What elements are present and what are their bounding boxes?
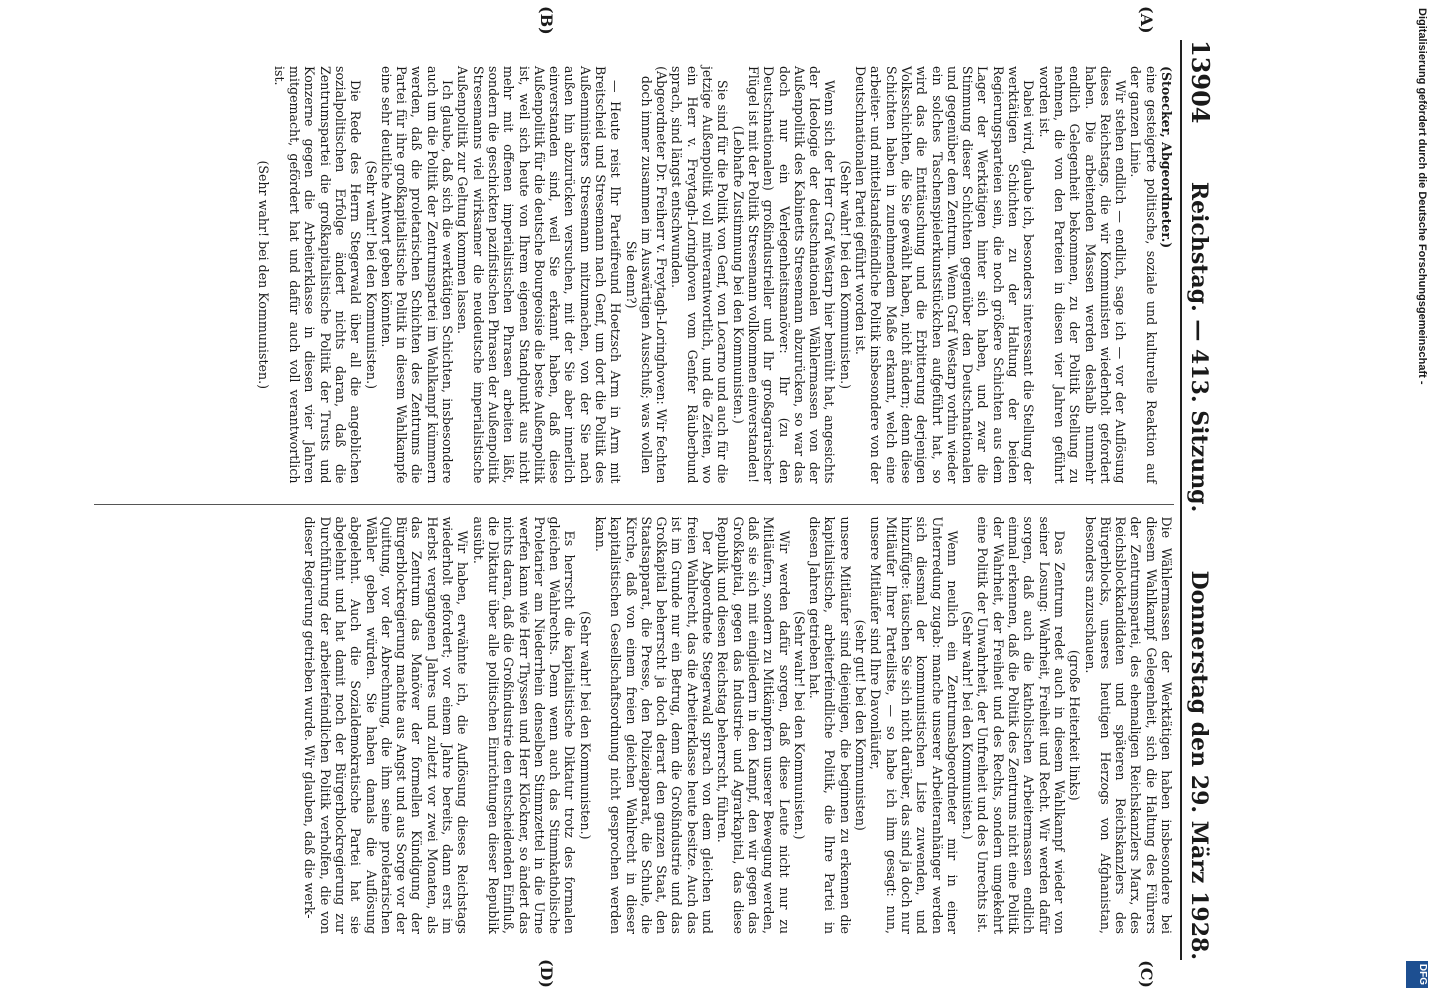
interjection: (Abgeordneter Dr. Freiherr v. Freytagh-Loringhoven: Wir fechten doch immer zusammen im Auswärtigen Ausschuß; was wollen Sie denn?) — [623, 66, 670, 484]
paragraph: unsere Mitläufer sind diejenigen, die beginnen zu erkennen die kapitalistische, arbeiterfeindliche Politik, die Ihre Partei in diesen Jahren getrieben hat. — [807, 516, 853, 934]
speaker-label: (Stoecker, Abgeordneter.) — [1159, 66, 1174, 249]
paragraph: Wenn neulich ein Zentrumsabgeordneter mir in einer Unterredung zugab: manche unserer Arbeiteranhänger werden sich diesmal der kommunistischen Liste zuwenden, und hinzufügte: täuschen Sie sich nicht darüber, das sind ja doch nur Mitläufer Ihrer Parteiliste, — so habe ich ihm gesagt: nun, unsere Mitläufer sind Ihre Davonläufer, — [868, 516, 960, 934]
paragraph: Die Rede des Herrn Stegerwald über all die angeblichen sozialpolitischen Erfolge ändert nichts daran, daß die Zentrumspartei die großkapitalistische Politik der Trusts und Konzerne gegen die Arbeiterklasse in diesen vier Jahren mitgemacht, gefördert hat und dafür auch voll verantwortlich ist. — [271, 66, 364, 484]
paragraph: Es herrscht die kapitalistische Diktatur trotz des formalen gleichen Wahlrechts. Denn wenn auch das Stimmkatholische Proletarier am Niederrhein denselben Stimmzettel in die Urne werfen kann wie Herr Thyssen und Herr Klöckner, so ändert das nichts daran, daß die Großindustrie den entscheidenden Einfluß, die Diktatur über alle politischen Einrichtungen dieser Republik ausübt. — [470, 516, 578, 934]
margin-marker-d: (D) — [537, 958, 556, 988]
interjection: (Sehr wahr! bei den Kommunisten.) — [577, 610, 593, 840]
paragraph: Wir stehen endlich — endlich, sage ich — vor der Auflösung dieses Reichstags, die wir Kommunisten wiederholt gefordert haben. Die arbeitenden Massen werden deshalb nunmehr endlich Gelegenheit bekommen, zu der Politik Stellung zu nehmen, die von den Parteien in diesen vier Jahren geführt worden ist. — [1036, 66, 1129, 484]
text-columns — [94, 6, 1174, 988]
interjection: (große Heiterkeit links) — [1067, 649, 1083, 801]
page-number: 13904 — [1186, 40, 1215, 124]
paragraph: eine gesteigerte politische, soziale und kulturelle Reaktion auf der ganzen Linie. — [1128, 66, 1159, 484]
digitization-credit — [1410, 8, 1432, 988]
column-right — [94, 504, 1174, 988]
interjection: (Sehr wahr! bei den Kommunisten.) — [363, 160, 379, 390]
paragraph: Der Abgeordnete Stegerwald sprach von dem gleichen und freien Wahlrecht, das die Arbeiterklasse heute besitze. Auch das ist im Grunde nur ein Betrug, denn die Großindustrie und das Großkapital beherrscht ja doch derart den ganzen Staat, den Staatsapparat, die Presse, den Polizeiapparat, die Schule, die Kirche, daß von einem freien gleichen Wahlrecht in dieser kapitalistischen Gesellschaftsordnung nicht gesprochen werden kann. — [593, 516, 716, 934]
paragraph: — Heute reist Ihr Parteifreund Hoetzsch Arm in Arm mit Breitscheid und Stresemann nach Genf, um dort die Politik des Außenministers Stresemann mitzumachen, von der Sie nach außen hin abzurücken versuchen, mit der Sie aber innerlich einverstanden sind, weil Sie erkannt haben, daß diese Außenpolitik für die deutsche Bourgeoisie die beste Außenpolitik ist, weil sich heute von Ihrem eigenen Standpunkt aus nicht mehr mit offenen imperialistischen Phrasen arbeiten läßt, sondern die geschickten pazifistischen Phrasen der Außenpolitik Stresemanns viel wirksamer die neudeutsche imperialistische Außenpolitik zur Geltung kommen lassen. — [455, 66, 624, 484]
interjection: (Lebhafte Zustimmung bei den Kommunisten.) — [730, 125, 746, 424]
interjection: (Sehr wahr! bei den Kommunisten.) — [256, 160, 272, 390]
page-header — [1180, 40, 1215, 960]
paragraph: Dabei wird, glaube ich, besonders interessant die Stellung der werktätigen Schichten zu der Haltung der beiden Regierungsparteien sein, die noch größere Schichten aus dem Lager der Werktätigen hinter sich haben, und zwar die Stimmung dieser Schichten gegenüber den Deutschnationalen und gegenüber dem Zentrum. Wenn Graf Westarp vorhin wieder ein solches Taschenspielerkunststückchen aufgeführt hat, so wird das die Enttäuschung und die Erbitterung derjenigen Volksschichten, die Sie gewählt haben, nicht ändern; denn diese Schichten haben in zunehmendem Maße erkannt, welch eine arbeiter- und mittelstandsfeindliche Politik insbesondere von der Deutschnationalen Partei geführt worden ist. — [853, 66, 1037, 484]
margin-marker-c: (C) — [1137, 960, 1156, 988]
session-date: Donnerstag den 29. März 1928. — [1186, 570, 1212, 960]
interjection: (Sehr wahr! bei den Kommunisten.) — [837, 160, 853, 390]
interjection: (sehr gut! bei den Kommunisten) — [853, 619, 869, 831]
dfg-logo: DFG — [1406, 961, 1428, 988]
session-title: Reichstag. — 413. Sitzung. — [1186, 181, 1212, 513]
margin-marker-b: (B) — [537, 6, 556, 35]
paragraph: Sie sind für die Politik von Genf, von Locarno und auch für die jetzige Außenpolitik voll mitverantwortlich, und die Zeiten, wo ein Herr v. Freytagh-Loringhoven vom Genfer Räuberbund sprach, sind längst entschwunden. — [669, 66, 731, 484]
paragraph: Wir haben, erwähnte ich, die Auflösung dieses Reichstags wiederholt gefordert; vor einem Jahre bereits, dann erst im Herbst vergangenen Jahres und zuletzt vor zwei Monaten, als das Zentrum das Manöver der formellen Kündigung der Bürgerblockregierung machte aus Angst und aus Sorge vor der Quittung, vor der Abrechnung, die ihm seine proletarischen Wähler geben würden. Sie haben damals die Auflösung abgelehnt. Auch die Sozialdemokratische Partei hat sie abgelehnt und hat damit noch der Bürgerblockregierung zur Durchführung der arbeiterfeindlichen Politik verholfen, die von dieser Regierung getrieben wurde. Wir glauben, daß die werk- — [302, 516, 471, 934]
column-left — [94, 6, 1174, 484]
interjection: (Sehr wahr! bei den Kommunisten.) — [960, 610, 976, 840]
margin-marker-a: (A) — [1137, 6, 1156, 34]
paragraph: Ich glaube, daß sich die werktätigen Schichten, insbesondere auch um die Politik der Zentrumspartei im Wahlkampf kümmern werden, daß die proletarischen Schichten des Zentrums die Partei für ihre großkapitalistische Politik in diesem Wahlkampfe eine sehr deutliche Antwort geben könnten. — [378, 66, 456, 484]
paragraph: Das Zentrum redet auch in diesem Wahlkampf wieder von seiner Losung: Wahrheit, Freiheit und Recht. Wir werden dafür sorgen, daß auch die katholischen Arbeitermassen endlich einmal erkennen, daß die Politik des Zentrums nicht eine Politik der Wahrheit, der Freiheit und des Rechts, sondern umgekehrt eine Politik der Unwahrheit, der Unfreiheit und des Unrechts ist. — [975, 516, 1067, 934]
credit-text: Digitalisierung gefördert durch die Deutsche Forschungsgemeinschaft - — [1416, 8, 1428, 385]
paragraph: Wir werden dafür sorgen, daß diese Leute nicht nur zu Mitläufern, sondern zu Mitkämpfern unserer Bewegung werden, daß sie sich mit eingliedern in den Kampf, den wir gegen das Großkapital, gegen das Industrie- und Agrarkapital, das diese Republik und diesen Reichstag beherrscht, führen. — [715, 516, 792, 934]
interjection: (Sehr wahr! bei den Kommunisten.) — [791, 610, 807, 840]
paragraph: Die Wählermassen der Werktätigen haben insbesondere bei diesem Wahlkampf Gelegenheit, sich die Haltung des Führers der Zentrumspartei, des ehemaligen Reichskanzlers Marx, des Reichsblockkandidaten und späteren Reichskanzlers des Bürgerblocks, unseres heutigen Herzogs von Afghanistan, besonders anzuschauen. — [1082, 516, 1174, 934]
paragraph: Wenn sich der Herr Graf Westarp hier bemüht hat, angesichts der Ideologie der deutschnationalen Wählermassen von der Außenpolitik des Kabinetts Stresemann abzurücken, so war das doch nur ein Verlegenheitsmanöver: Ihr (zu den Deutschnationalen) großindustrieller und Ihr großagrarischer Flügel ist mit der Politik Stresemann vollkommen einverstanden! — [745, 66, 838, 484]
